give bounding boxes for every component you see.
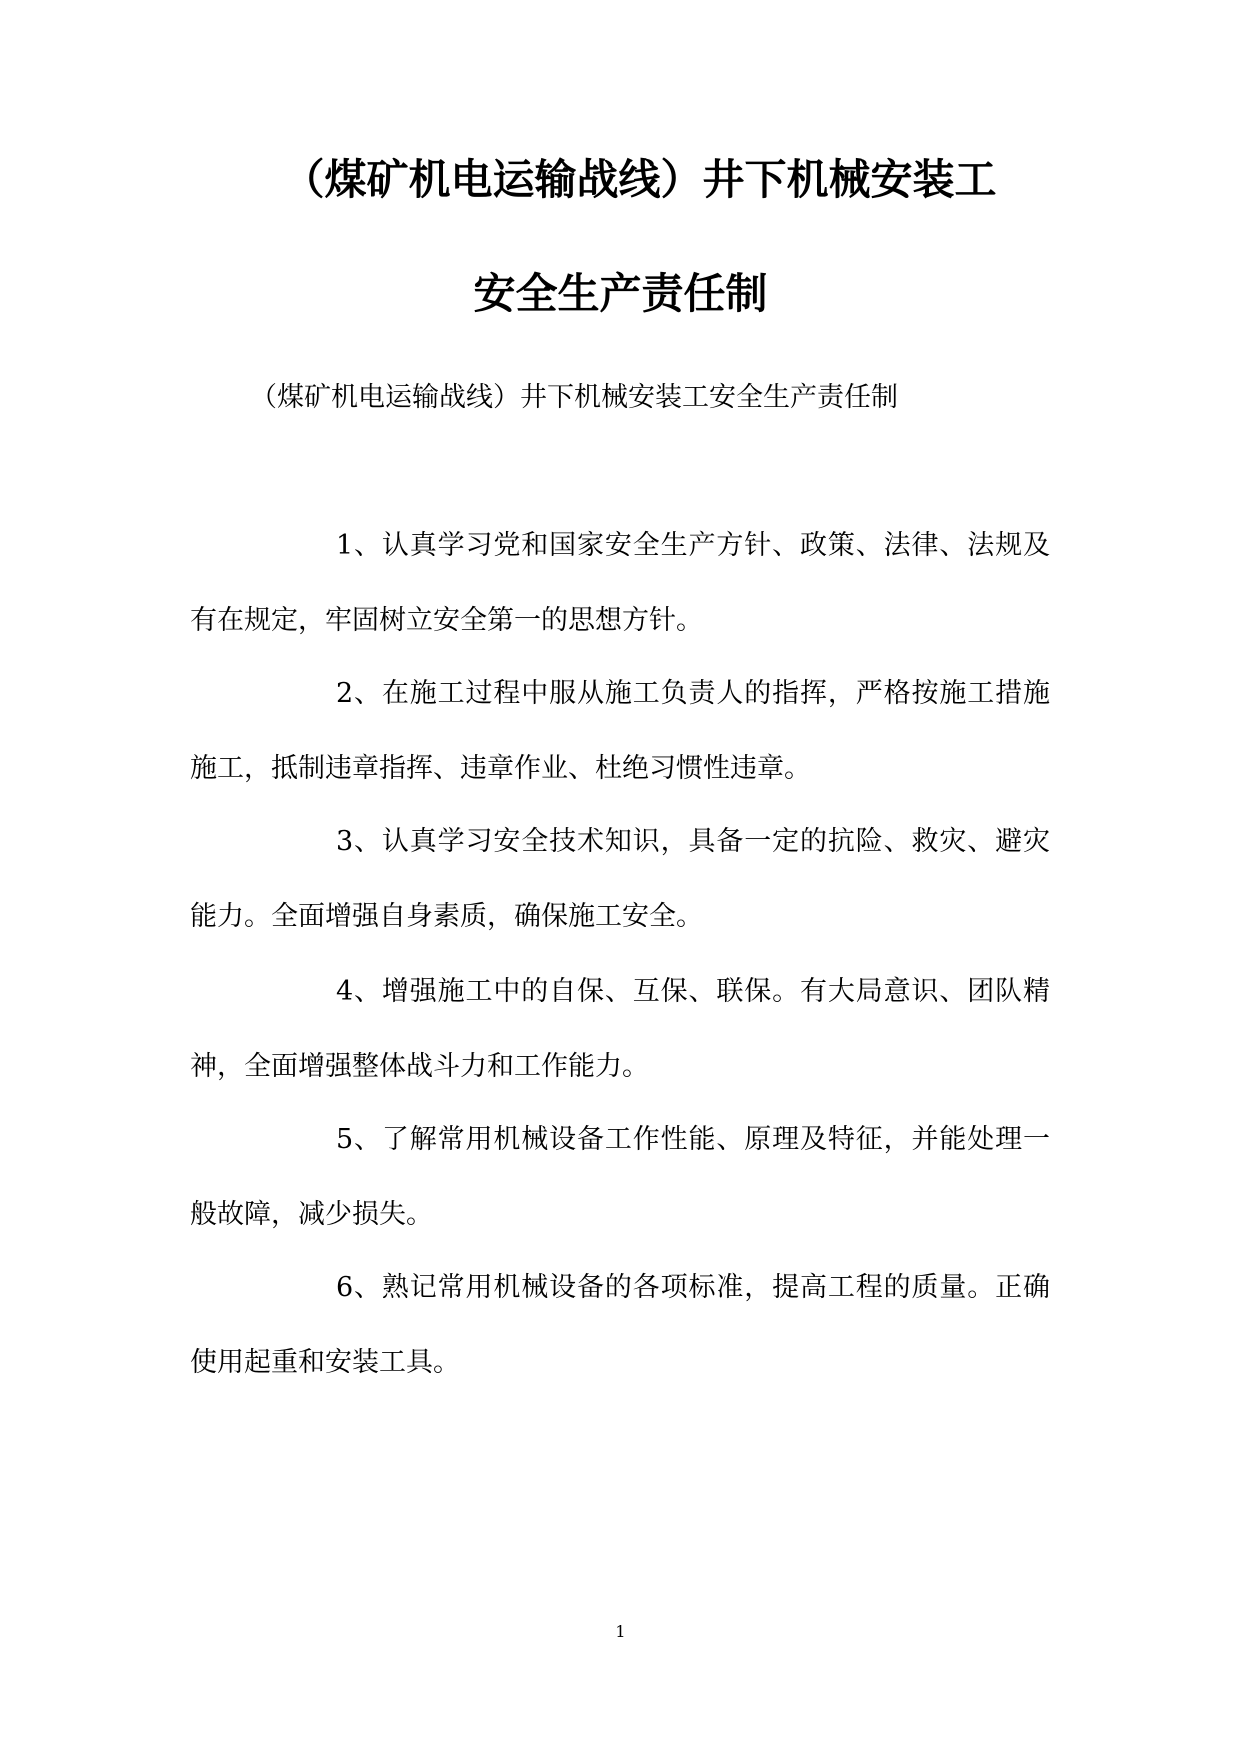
- document-title-line-2: 安全生产责任制: [473, 269, 768, 318]
- document-title-line-1: （煤矿机电运输战线）井下机械安装工: [282, 155, 997, 204]
- paragraph-5: 5、了解常用机械设备工作性能、原理及特征，并能处理一般故障，减少损失。: [190, 1124, 1050, 1230]
- paragraph-2: 2、在施工过程中服从施工负责人的指挥，严格按施工措施施工，抵制违章指挥、违章作业、杜绝习惯性违章。: [190, 678, 1050, 784]
- page-number: 1: [615, 1622, 626, 1641]
- paragraph-1: 1、认真学习党和国家安全生产方针、政策、法律、法规及有在规定，牢固树立安全第一的思想方针。: [190, 530, 1050, 636]
- paragraph-4: 4、增强施工中的自保、互保、联保。有大局意识、团队精神，全面增强整体战斗力和工作能力。: [190, 976, 1050, 1082]
- paragraph-6: 6、熟记常用机械设备的各项标准，提高工程的质量。正确使用起重和安装工具。: [190, 1272, 1050, 1378]
- paragraph-3: 3、认真学习安全技术知识，具备一定的抗险、救灾、避灾能力。全面增强自身素质，确保施工安全。: [190, 826, 1050, 932]
- document-subtitle: （煤矿机电运输战线）井下机械安装工安全生产责任制: [250, 382, 898, 413]
